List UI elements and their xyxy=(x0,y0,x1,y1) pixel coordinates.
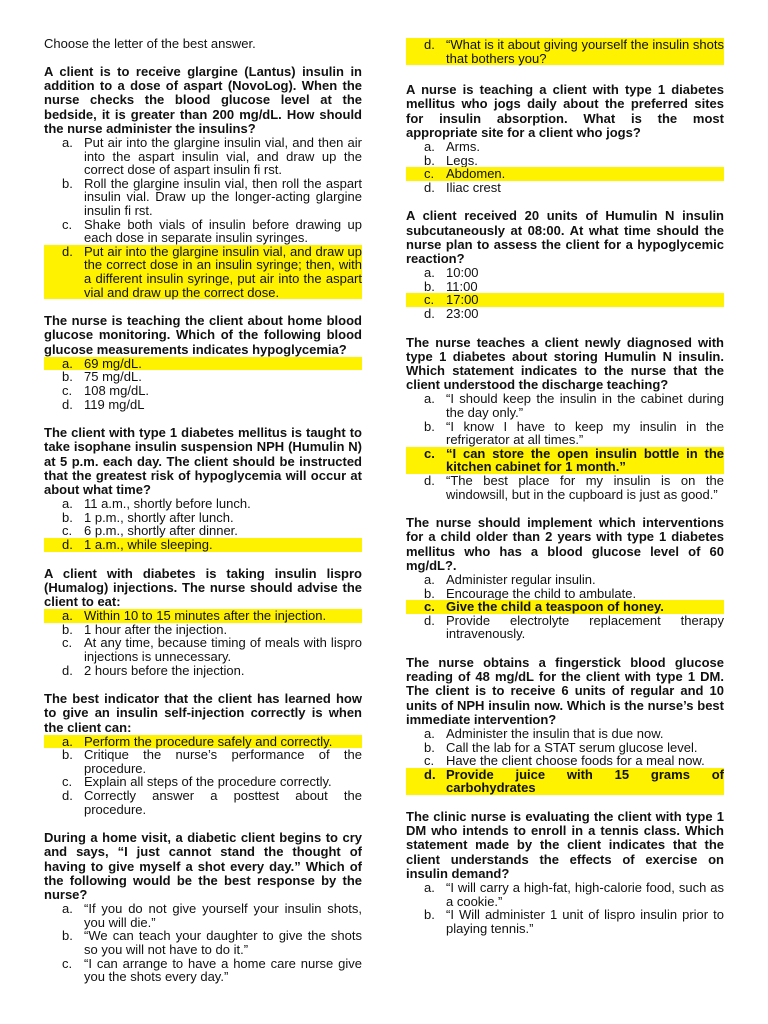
option-letter: b. xyxy=(424,278,435,294)
option-text: Shake both vials of insulin before drawing up each dose in separate insulin syringes. xyxy=(84,216,362,246)
answer-option xyxy=(44,538,362,552)
option-text: 119 mg/dL xyxy=(84,396,145,412)
option-list xyxy=(406,881,724,935)
answer-option xyxy=(44,735,362,749)
answer-option xyxy=(44,929,362,956)
option-letter: b. xyxy=(424,585,435,601)
option-letter: b. xyxy=(62,621,73,637)
option-letter: d. xyxy=(62,788,73,804)
option-text: 1 p.m., shortly after lunch. xyxy=(84,509,234,525)
option-letter: a. xyxy=(62,135,73,151)
answer-option xyxy=(406,614,724,641)
option-letter: a. xyxy=(44,609,84,623)
option-letter: c. xyxy=(424,753,435,769)
option-letter: b. xyxy=(424,907,435,923)
answer-option xyxy=(44,664,362,678)
option-letter: c. xyxy=(62,635,73,651)
option-text: 1 hour after the injection. xyxy=(84,621,228,637)
answer-option xyxy=(406,154,724,168)
option-letter: b. xyxy=(424,739,435,755)
option-letter: a. xyxy=(424,879,435,895)
option-text: Iliac crest xyxy=(446,179,501,195)
answer-option xyxy=(406,474,724,501)
option-text: 23:00 xyxy=(446,305,479,321)
left-question-list xyxy=(44,65,362,984)
option-text: 69 mg/dL. xyxy=(84,357,362,371)
option-letter: c. xyxy=(406,293,446,307)
option-text: Provide electrolyte replacement therapy intravenously. xyxy=(446,612,724,642)
option-text: Administer regular insulin. xyxy=(446,571,596,587)
option-text: “I will carry a high-fat, high-calorie food, such as a cookie.” xyxy=(446,879,724,909)
option-letter: c. xyxy=(62,382,73,398)
option-text: 11:00 xyxy=(446,278,478,294)
option-letter: b. xyxy=(424,418,435,434)
answer-option xyxy=(406,600,724,614)
option-letter: a. xyxy=(424,725,435,741)
question-stem: The best indicator that the client has learned how to give an insulin self-injection correctly is when the client can: xyxy=(44,691,362,735)
option-text: “I should keep the insulin in the cabinet during the day only.” xyxy=(446,391,724,420)
option-list xyxy=(406,392,724,501)
option-letter: a. xyxy=(424,139,435,154)
continued-options xyxy=(406,38,724,65)
answer-option xyxy=(406,140,724,154)
question xyxy=(44,567,362,678)
answer-option xyxy=(406,727,724,741)
option-text: Put air into the glargine insulin vial, and then air into the aspart insulin vial, and draw up the correct dose of aspart insulin fi rst. xyxy=(84,135,362,178)
option-list xyxy=(406,727,724,795)
option-letter: a. xyxy=(62,496,73,512)
option-list xyxy=(406,573,724,641)
option-letter: c. xyxy=(406,600,446,614)
question xyxy=(44,831,362,984)
option-text: Have the client choose foods for a meal now. xyxy=(446,753,705,769)
option-text: “I can arrange to have a home care nurse give you the shots every day.” xyxy=(84,955,362,985)
option-letter: b. xyxy=(424,152,435,168)
option-letter: c. xyxy=(62,774,73,790)
option-letter: d. xyxy=(424,179,435,195)
answer-option xyxy=(406,307,724,321)
option-letter: d. xyxy=(62,662,73,678)
option-text: 17:00 xyxy=(446,293,724,307)
option-text: “If you do not give yourself your insulin shots, you will die.” xyxy=(84,901,362,930)
option-letter: b. xyxy=(62,509,73,525)
option-letter: d. xyxy=(424,305,435,321)
answer-option xyxy=(44,384,362,398)
answer-option xyxy=(406,587,724,601)
question xyxy=(406,516,724,641)
option-text: Put air into the glargine insulin vial, and draw up the correct dose in an insulin syringe; then, with a different insulin syringe, put air into the aspart vial and draw up the correct dose. xyxy=(84,243,362,300)
option-text: “I Will administer 1 unit of lispro insulin prior to playing tennis.” xyxy=(446,907,724,936)
option-text: Roll the glargine insulin vial, then roll the aspart insulin vial. Draw up the longer-acting glargine insulin fi rst. xyxy=(84,175,362,218)
question xyxy=(44,314,362,411)
question xyxy=(406,83,724,194)
option-text: “I can store the open insulin bottle in the kitchen cabinet for 1 month.” xyxy=(446,445,724,475)
right-question-list xyxy=(406,83,724,935)
option-text: Abdomen. xyxy=(446,167,724,181)
answer-option xyxy=(44,623,362,637)
option-letter: a. xyxy=(424,265,435,281)
answer-option xyxy=(44,497,362,511)
answer-option xyxy=(406,293,724,307)
question-stem: The nurse obtains a fingerstick blood glucose reading of 48 mg/dL for the client with type 1 DM. The client is to receive 6 units of regular and 10 units of NPH insulin now. Which is the nurse’s best immediate intervention? xyxy=(406,654,724,727)
answer-option xyxy=(44,245,362,299)
answer-option xyxy=(44,357,362,371)
option-list xyxy=(44,609,362,677)
option-letter: a. xyxy=(44,357,84,371)
question-stem: A client received 20 units of Humulin N insulin subcutaneously at 08:00. At what time should the nurse plan to assess the client for a hypoglycemic reaction? xyxy=(406,208,724,266)
question xyxy=(44,65,362,299)
question xyxy=(406,656,724,795)
answer-option xyxy=(406,392,724,419)
option-text: “The best place for my insulin is on the windowsill, but in the cupboard is just as good.” xyxy=(446,472,724,502)
option-letter: d. xyxy=(44,245,84,299)
answer-option xyxy=(44,218,362,245)
question-stem: A nurse is teaching a client with type 1 diabetes mellitus who jogs daily about the preferred sites for insulin absorption. What is the most appropriate site for a client who jogs? xyxy=(406,82,724,140)
option-text: At any time, because timing of meals with lispro injections is unnecessary. xyxy=(84,635,362,664)
answer-option xyxy=(44,636,362,663)
right-column xyxy=(406,38,724,950)
answer-option xyxy=(44,370,362,384)
question xyxy=(406,336,724,502)
option-list xyxy=(406,266,724,320)
answer-option xyxy=(44,609,362,623)
answer-option xyxy=(406,181,724,195)
answer-option xyxy=(44,957,362,984)
question xyxy=(406,810,724,935)
answer-option xyxy=(406,908,724,935)
option-list xyxy=(44,136,362,299)
option-text: 1 a.m., while sleeping. xyxy=(84,538,362,552)
option-letter: a. xyxy=(62,901,73,917)
option-text: Explain all steps of the procedure correctly. xyxy=(84,774,332,790)
option-text: Encourage the child to ambulate. xyxy=(446,585,637,601)
question xyxy=(44,692,362,816)
option-list xyxy=(406,140,724,194)
instructions: Choose the letter of the best answer. xyxy=(44,36,256,51)
answer-option xyxy=(44,748,362,775)
left-column xyxy=(44,36,362,999)
option-list xyxy=(44,902,362,984)
answer-option xyxy=(44,524,362,538)
option-letter: d. xyxy=(62,396,73,412)
option-text: “I know I have to keep my insulin in the refrigerator at all times.” xyxy=(446,418,724,448)
option-text: “What is it about giving yourself the insulin shots that bothers you? xyxy=(446,37,724,66)
option-letter: d. xyxy=(44,538,84,552)
option-letter: d. xyxy=(406,38,446,65)
option-letter: b. xyxy=(62,175,73,191)
option-list xyxy=(44,735,362,817)
question-stem: The client with type 1 diabetes mellitus is taught to take isophane insulin suspension NPH (Humulin N) at 5 p.m. each day. The client should be instructed that the greatest risk of hypoglycemia will occur at about what time? xyxy=(44,425,362,497)
option-text: 75 mg/dL. xyxy=(84,369,142,385)
option-text: 11 a.m., shortly before lunch. xyxy=(84,496,251,512)
option-letter: d. xyxy=(406,768,446,795)
answer-option xyxy=(406,447,724,474)
answer-option xyxy=(44,789,362,816)
answer-option xyxy=(406,754,724,768)
option-letter: a. xyxy=(424,571,435,587)
answer-option xyxy=(406,280,724,294)
option-letter: c. xyxy=(62,216,73,232)
option-letter: a. xyxy=(424,391,435,407)
answer-option xyxy=(406,266,724,280)
option-letter: d. xyxy=(424,472,435,488)
answer-option xyxy=(44,902,362,929)
question-stem: The nurse is teaching the client about home blood glucose monitoring. Which of the following blood glucose measurements indicates hypoglycemia? xyxy=(44,313,362,357)
option-text: Provide juice with 15 grams of carbohydrates xyxy=(446,766,724,796)
option-text: Critique the nurse’s performance of the procedure. xyxy=(84,747,362,776)
question-stem: The nurse teaches a client newly diagnosed with type 1 diabetes about storing Humulin N insulin. Which statement indicates to the nurse that the client understood the discharge teaching? xyxy=(406,334,724,393)
question-stem: During a home visit, a diabetic client begins to cry and says, “I just cannot stand the thought of having to give myself a shot every day.” Which of the following would be the best response by the nurse? xyxy=(44,830,362,903)
answer-option xyxy=(44,511,362,525)
answer-option xyxy=(44,177,362,218)
answer-option xyxy=(44,775,362,789)
option-text: “We can teach your daughter to give the shots so you will not have to do it.” xyxy=(84,928,362,958)
option-text: Administer the insulin that is due now. xyxy=(446,725,664,741)
option-letter: b. xyxy=(62,369,73,385)
option-letter: b. xyxy=(62,928,73,944)
option-text: Give the child a teaspoon of honey. xyxy=(446,600,724,614)
question-stem: A client with diabetes is taking insulin lispro (Humalog) injections. The nurse should advise the client to eat: xyxy=(44,565,362,609)
option-text: Correctly answer a posttest about the procedure. xyxy=(84,788,362,817)
question-stem: The nurse should implement which interventions for a child older than 2 years with type 1 diabetes mellitus who has a blood glucose level of 60 mg/dL?. xyxy=(406,515,724,573)
option-letter: c. xyxy=(406,167,446,181)
option-letter: c. xyxy=(62,523,73,539)
option-letter: c. xyxy=(406,447,446,474)
option-letter: c. xyxy=(62,955,73,971)
answer-option xyxy=(44,136,362,177)
option-list xyxy=(44,497,362,551)
option-text: 6 p.m., shortly after dinner. xyxy=(84,523,238,539)
answer-option xyxy=(406,741,724,755)
option-text: Perform the procedure safely and correctly. xyxy=(84,735,362,749)
option-text: 10:00 xyxy=(446,265,479,281)
answer-option xyxy=(406,38,724,65)
option-letter: b. xyxy=(62,747,73,763)
option-text: Within 10 to 15 minutes after the injection. xyxy=(84,609,362,623)
answer-option xyxy=(44,398,362,412)
option-text: 2 hours before the injection. xyxy=(84,662,245,678)
option-text: Legs. xyxy=(446,152,478,168)
option-text: 108 mg/dL. xyxy=(84,382,150,398)
answer-option xyxy=(406,167,724,181)
option-text: Call the lab for a STAT serum glucose level. xyxy=(446,739,698,755)
answer-option xyxy=(406,881,724,908)
answer-option xyxy=(406,573,724,587)
answer-option xyxy=(406,768,724,795)
option-letter: a. xyxy=(44,735,84,749)
answer-option xyxy=(406,420,724,447)
option-text: Arms. xyxy=(446,139,480,154)
option-letter: d. xyxy=(424,612,435,628)
question xyxy=(406,209,724,320)
question xyxy=(44,426,362,551)
option-list xyxy=(44,357,362,411)
question-stem: The clinic nurse is evaluating the client with type 1 DM who intends to enroll in a tennis class. Which statement made by the client indicates that the client understands the effects of exercise on insulin demand? xyxy=(406,808,724,881)
question-stem: A client is to receive glargine (Lantus) insulin in addition to a dose of aspart (NovoLog). When the nurse checks the blood glucose level at the bedside, it is greater than 200 mg/dL. How should the nurse administer the insulins? xyxy=(44,64,362,136)
